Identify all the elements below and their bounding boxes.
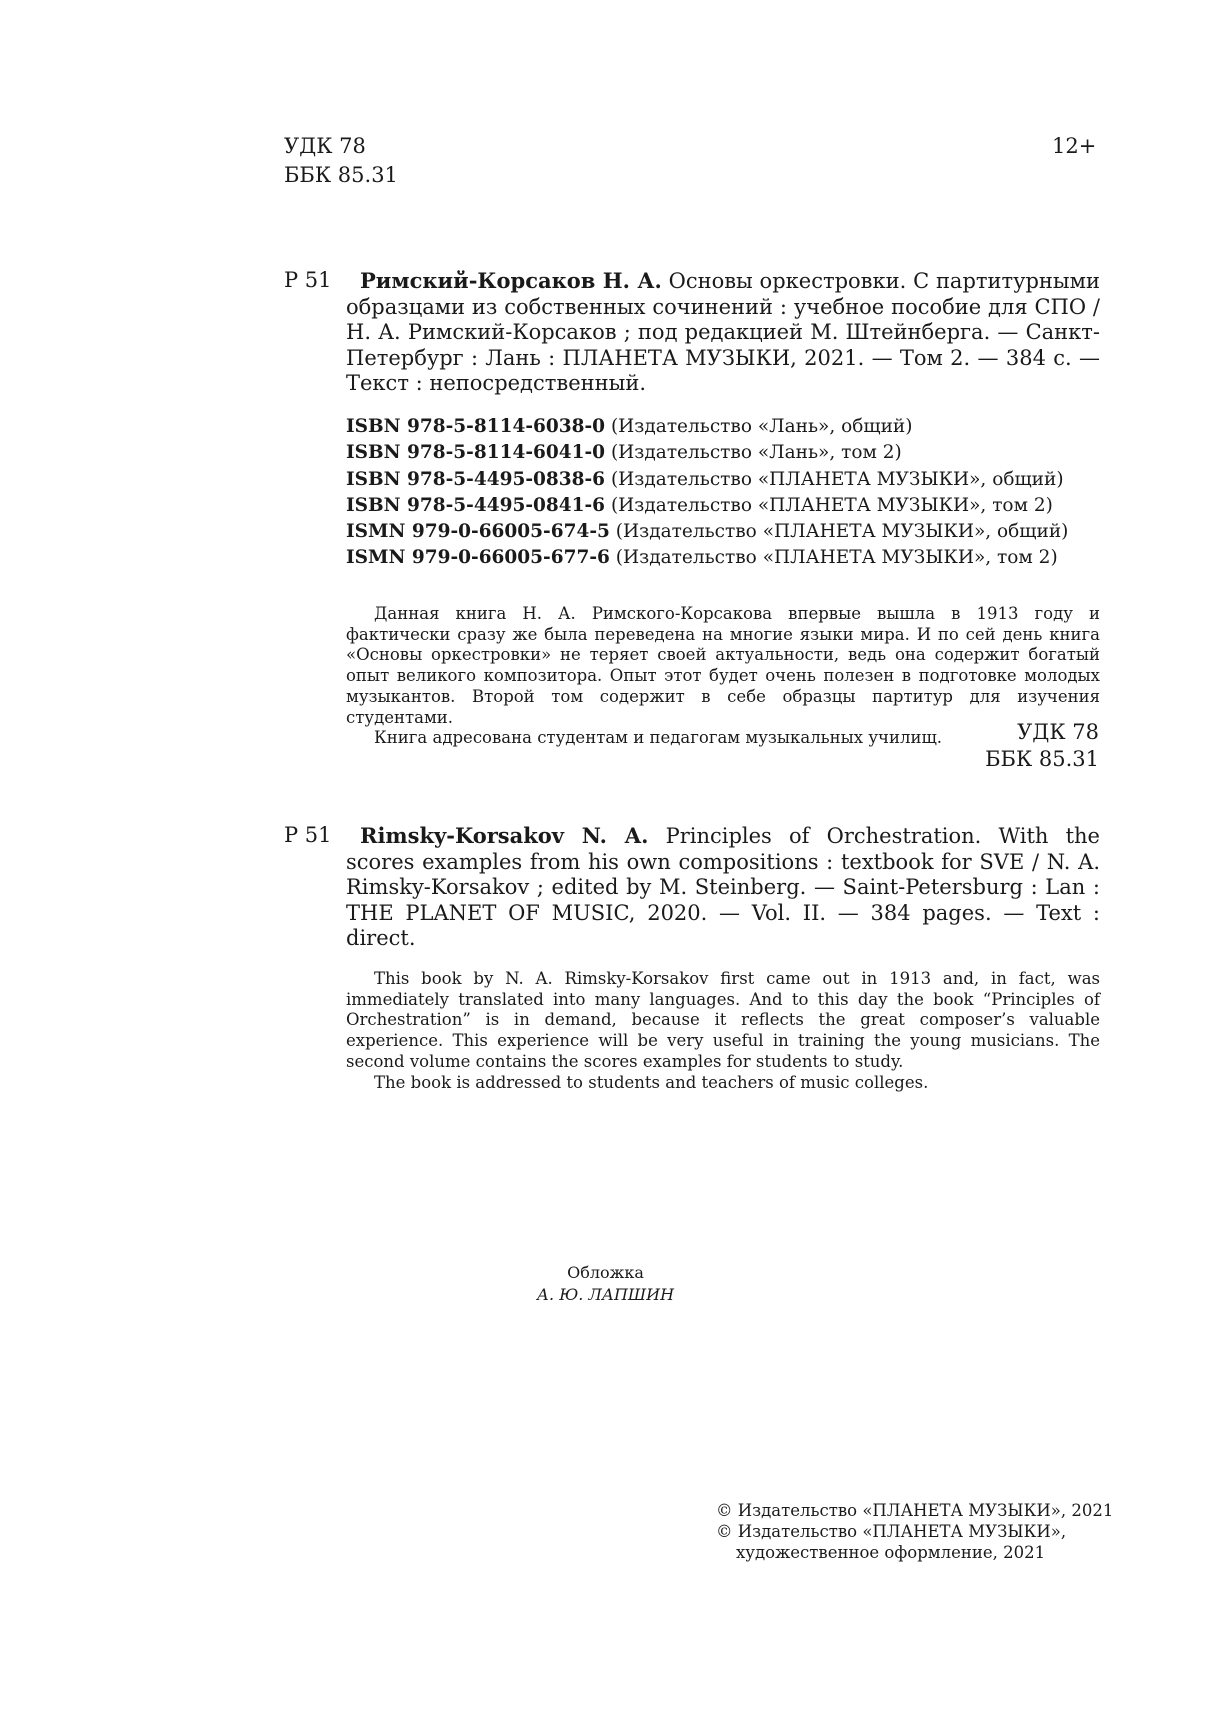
bbk-code: ББК 85.31	[985, 747, 1099, 771]
isbn-list	[346, 414, 1106, 572]
isbn-line: ISBN 978-5-8114-6041-0 (Издательство «Лань», том 2)	[346, 442, 902, 464]
ismn-line: ISMN 979-0-66005-674-5 (Издательство «ПЛАНЕТА МУЗЫКИ», общий)	[346, 521, 1069, 543]
copyright-line: © Издательство «ПЛАНЕТА МУЗЫКИ», 2021	[716, 1501, 1114, 1520]
cover-credit	[0, 1262, 1211, 1306]
ru-description: Основы оркестровки. С партитурными образцами из собственных сочинений : учебное пособие для СПО / Н. А. Римский-Корсаков ; под редакцией М. Штейнберга. — Санкт-Петербург : Лань : ПЛАНЕТА МУЗЫКИ, 2021. — Том 2. — 384 с. — Текст : непосредственный.	[346, 269, 1100, 395]
isbn-line: ISBN 978-5-4495-0838-6 (Издательство «ПЛАНЕТА МУЗЫКИ», общий)	[346, 468, 1064, 490]
en-entry-body	[346, 823, 1100, 952]
ru-entry-body	[346, 268, 1100, 397]
bbk-code: ББК 85.31	[284, 163, 398, 187]
ru-author: Римский-Корсаков Н. А.	[360, 268, 662, 293]
en-annotation-paragraph: The book is addressed to students and teachers of music colleges.	[374, 1072, 929, 1092]
classification-block-right	[985, 719, 1099, 773]
en-annotation	[346, 969, 1100, 1093]
isbn-line: ISBN 978-5-8114-6038-0 (Издательство «Лань», общий)	[346, 416, 913, 437]
cover-artist: А. Ю. ЛАПШИН	[536, 1285, 675, 1304]
age-rating: 12+	[1052, 134, 1097, 158]
isbn-line: ISBN 978-5-4495-0841-6 (Издательство «ПЛАНЕТА МУЗЫКИ», том 2)	[346, 494, 1053, 516]
copyright-line: художественное оформление, 2021	[736, 1543, 1046, 1562]
ru-annotation-paragraph: Данная книга Н. А. Римского-Корсакова впервые вышла в 1913 году и фактически сразу же была переведена на многие языки мира. И по сей день книга «Основы оркестровки» не теряет своей актуальности, ведь она содержит богатый опыт великого композитора. Опыт этот будет очень полезен в подготовке молодых музыкантов. Второй том содержит в себе образцы партитур для изучения студентами.	[346, 604, 1100, 727]
udk-code: УДК 78	[1017, 720, 1099, 744]
author-sign: Р 51	[284, 823, 332, 847]
ru-bibliographic-entry	[284, 268, 1100, 397]
udk-code: УДК 78	[284, 134, 366, 158]
en-description: Principles of Orchestration. With the scores examples from his own compositions : textbook for SVE / N. A. Rimsky-Korsakov ; edited by M. Steinberg. — Saint-Petersburg : Lan : THE PLANET OF MUSIC, 2020. — Vol. II. — 384 pages. — Text : direct.	[346, 824, 1100, 950]
ru-annotation-paragraph: Книга адресована студентам и педагогам музыкальных училищ.	[374, 728, 943, 748]
en-bibliographic-entry	[284, 823, 1100, 952]
ismn-line: ISMN 979-0-66005-677-6 (Издательство «ПЛАНЕТА МУЗЫКИ», том 2)	[346, 547, 1058, 569]
en-annotation-paragraph: This book by N. A. Rimsky-Korsakov first came out in 1913 and, in fact, was immediately translated into many languages. And to this day the book “Principles of Orchestration” is in demand, because it reflects the great composer’s valuable experience. This experience will be very useful in training the young musicians. The second volume contains the scores examples for students to study.	[346, 969, 1100, 1071]
author-sign: Р 51	[284, 268, 332, 292]
copyright-line: © Издательство «ПЛАНЕТА МУЗЫКИ»,	[716, 1522, 1067, 1541]
cover-label: Обложка	[567, 1263, 644, 1282]
copyright-notice	[716, 1500, 1113, 1563]
classification-block-top	[284, 132, 398, 190]
en-author: Rimsky-Korsakov N. A.	[360, 823, 649, 848]
